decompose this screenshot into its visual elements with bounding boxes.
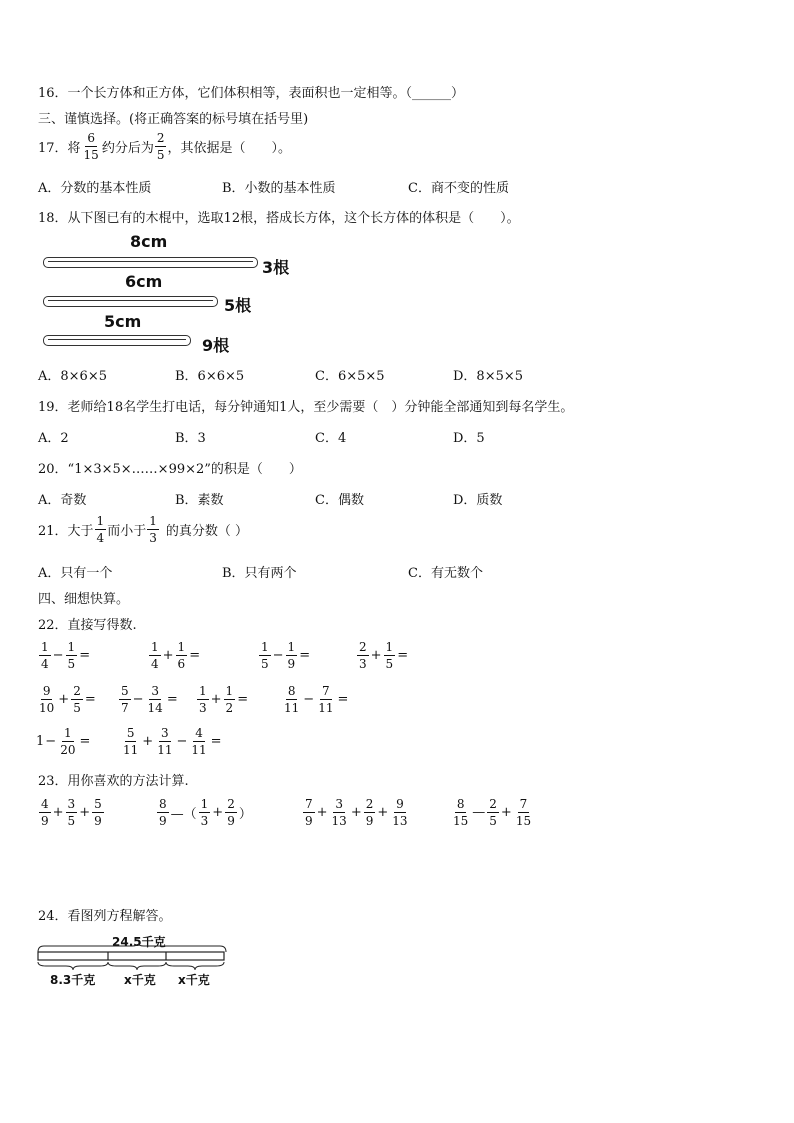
q20-option-b[interactable]: B．素数 <box>175 493 224 508</box>
section-3-heading: 三、谨慎选择。(将正确答案的标号填在括号里) <box>38 112 309 127</box>
q20-option-c[interactable]: C．偶数 <box>315 493 364 508</box>
segment-1-label: 8.3千克 <box>50 973 96 987</box>
fraction: $\frac{6}{15}$ <box>83 131 99 162</box>
total-weight-label: 24.5千克 <box>112 935 166 949</box>
expr-22-1: $\frac{1}{4}$ − $\frac{1}{5}$ = <box>41 640 91 671</box>
expr-23-4: $\frac{8}{15}$ — $\frac{2}{5}$ + $\frac{7}{15}$ <box>453 797 532 828</box>
q19-option-a[interactable]: A．2 <box>38 431 69 446</box>
question-22: 22．直接写得数. <box>38 618 137 633</box>
expr-22-4: $\frac{2}{3}$ + $\frac{1}{5}$ = <box>359 640 409 671</box>
q18-option-a[interactable]: A．8×6×5 <box>38 369 107 384</box>
q21-mid: 而小于 <box>107 524 147 539</box>
q20-option-d[interactable]: D．质数 <box>453 493 503 508</box>
expr-22-9: 1 − $\frac{1}{20}$ = <box>36 726 91 757</box>
q18-option-d[interactable]: D．8×5×5 <box>453 369 524 384</box>
fraction: $\frac{1}{3}$ <box>149 514 157 545</box>
question-18: 18．从下图已有的木棍中，选取12根，搭成长方体，这个长方体的体积是（ ）。 <box>38 211 520 226</box>
q17-prefix: 17．将 <box>38 141 81 156</box>
q19-option-b[interactable]: B．3 <box>175 431 206 446</box>
segment-2-label: x千克 <box>124 973 156 987</box>
stick-count-label: 9根 <box>202 336 230 355</box>
q17-mid: 约分后为 <box>101 141 154 156</box>
q21-option-c[interactable]: C．有无数个 <box>408 566 483 581</box>
question-16: 16．一个长方体和正方体，它们体积相等，表面积也一定相等。（______） <box>38 86 465 101</box>
question-23: 23．用你喜欢的方法计算. <box>38 774 189 789</box>
q21-option-b[interactable]: B．只有两个 <box>222 566 297 581</box>
expr-22-6: $\frac{5}{7}$ − $\frac{3}{14}$ = <box>121 684 178 715</box>
question-19: 19．老师给18名学生打电话，每分钟通知1人，至少需要（ ）分钟能全部通知到每名学生。 <box>38 400 574 415</box>
stick-length-label: 8cm <box>130 232 168 251</box>
q21-option-a[interactable]: A．只有一个 <box>38 566 113 581</box>
expr-22-8: $\frac{8}{11}$ − $\frac{7}{11}$ = <box>284 684 349 715</box>
q19-option-d[interactable]: D．5 <box>453 431 485 446</box>
expr-23-2: $\frac{8}{9}$ —（ $\frac{1}{3}$ + $\frac{2}{9}$ ） <box>159 797 252 828</box>
stick-count-label: 5根 <box>224 296 252 315</box>
q19-option-c[interactable]: C．4 <box>315 431 347 446</box>
expr-22-10: $\frac{5}{11}$ + $\frac{3}{11}$ − $\frac{4}{11}$ = <box>123 726 222 757</box>
segment-diagram <box>36 944 228 972</box>
stick-length-label: 5cm <box>104 312 142 331</box>
question-20: 20．“1×3×5×……×99×2”的积是（ ） <box>38 462 302 477</box>
q17-option-b[interactable]: B．小数的基本性质 <box>222 181 336 196</box>
question-21 <box>38 515 248 544</box>
expr-22-7: $\frac{1}{3}$ + $\frac{1}{2}$ = <box>199 684 249 715</box>
q21-suffix: 的真分数（ ） <box>165 524 248 539</box>
q17-suffix: ，其依据是（ ）。 <box>167 141 291 156</box>
expr-22-5: $\frac{9}{10}$ + $\frac{2}{5}$ = <box>39 684 96 715</box>
question-24: 24．看图列方程解答。 <box>38 909 172 924</box>
stick-length-label: 6cm <box>125 272 163 291</box>
fraction: $\frac{2}{5}$ <box>156 131 165 162</box>
question-17 <box>38 132 291 161</box>
stick-5cm <box>43 335 191 346</box>
q17-option-a[interactable]: A．分数的基本性质 <box>38 181 152 196</box>
q17-option-c[interactable]: C．商不变的性质 <box>408 181 509 196</box>
segment-3-label: x千克 <box>178 973 210 987</box>
q18-option-c[interactable]: C．6×5×5 <box>315 369 385 384</box>
stick-count-label: 3根 <box>262 258 290 277</box>
stick-6cm <box>43 296 218 307</box>
q20-option-a[interactable]: A．奇数 <box>38 493 87 508</box>
q18-option-b[interactable]: B．6×6×5 <box>175 369 245 384</box>
stick-8cm <box>43 257 258 268</box>
expr-23-3: $\frac{7}{9}$ + $\frac{3}{13}$ + $\frac{2}{9}$ + $\frac{9}{13}$ <box>305 797 408 828</box>
fraction: $\frac{1}{4}$ <box>96 514 105 545</box>
expr-22-2: $\frac{1}{4}$ + $\frac{1}{6}$ = <box>151 640 201 671</box>
q21-prefix: 21．大于 <box>38 524 94 539</box>
section-4-heading: 四、细想快算。 <box>38 592 130 607</box>
expr-23-1: $\frac{4}{9}$ + $\frac{3}{5}$ + $\frac{5}{9}$ <box>41 797 102 828</box>
expr-22-3: $\frac{1}{5}$ − $\frac{1}{9}$ = <box>261 640 311 671</box>
